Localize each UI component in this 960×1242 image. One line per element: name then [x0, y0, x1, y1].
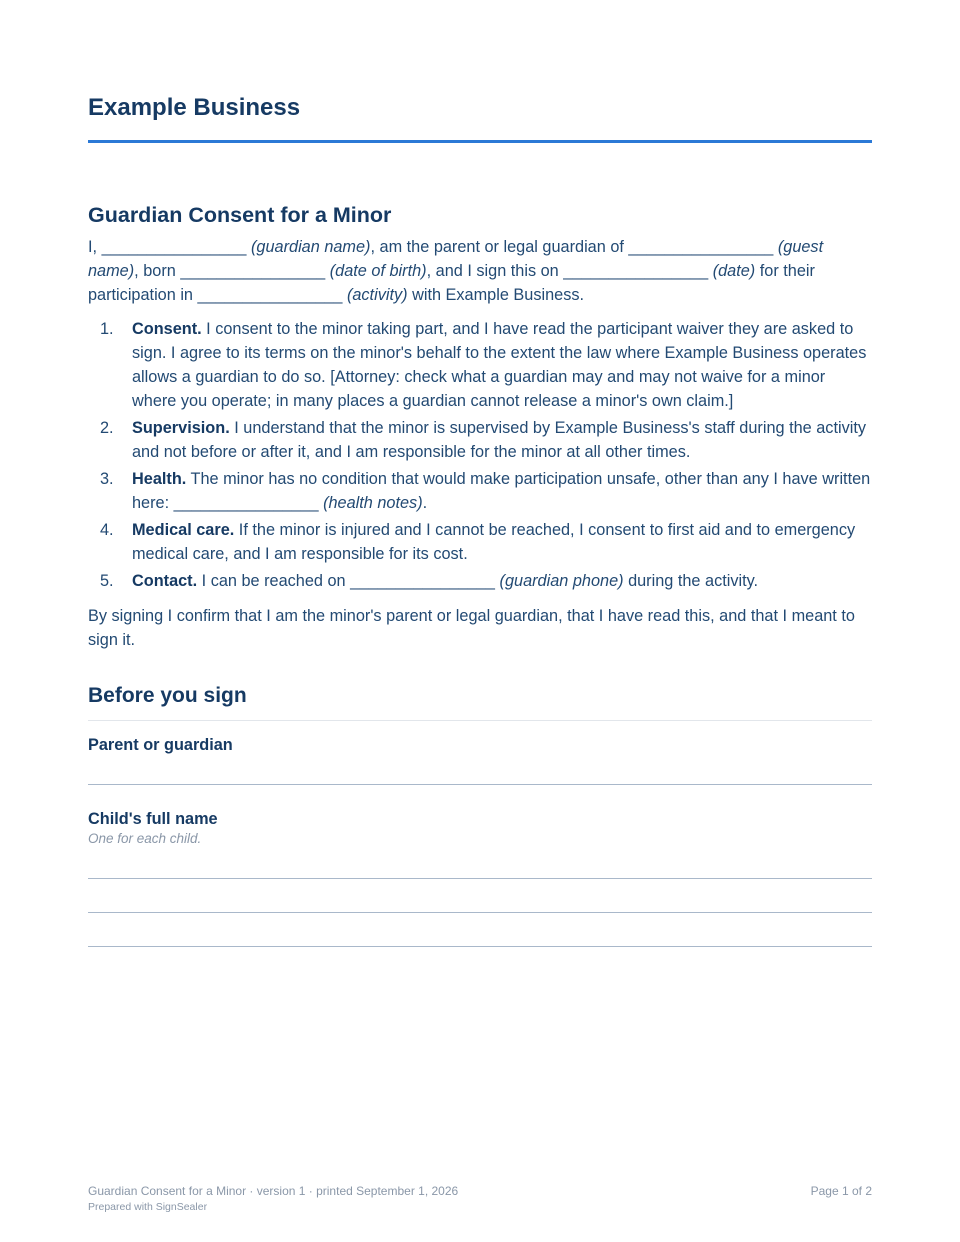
intro-text: for their participation in [88, 262, 815, 304]
term-item [88, 317, 872, 413]
guest-name-placeholder: (guest name) [88, 238, 824, 280]
child-name-hint: One for each child. [88, 831, 202, 846]
term-text: I understand that the minor is supervised by Example Business's staff during the activity and not before or after it, and I am responsible for the minor at all other times. [132, 419, 867, 461]
date-of-birth-placeholder: (date of birth) [329, 262, 427, 280]
date-placeholder: (date) [712, 262, 756, 280]
guardian-signature-label: Parent or guardian [88, 736, 233, 754]
term-item [88, 467, 872, 515]
guardian-phone-placeholder: (guardian phone) [499, 572, 624, 590]
term-number: 2. [100, 419, 114, 437]
activity-placeholder: (activity) [346, 286, 408, 304]
term-title: Health. [132, 470, 187, 488]
closing-statement: By signing I confirm that I am the minor's parent or legal guardian, that I have read this, and that I meant to sign it. [88, 607, 855, 649]
term-title: Contact. [132, 572, 198, 590]
term-text: The minor has no condition that would make participation unsafe, other than any I have written here: [132, 470, 871, 512]
business-name: Example Business [88, 94, 301, 121]
footer-prepared-with: Prepared with SignSealer [88, 1201, 208, 1213]
health-notes-blank: ________________ [173, 494, 319, 512]
date-blank: ________________ [563, 262, 709, 280]
sign-section-heading: Before you sign [88, 684, 247, 707]
footer-document-info: Guardian Consent for a Minor · version 1 · printed September 1, 2026 [88, 1184, 459, 1198]
health-notes-placeholder: (health notes) [323, 494, 423, 512]
term-number: 5. [100, 572, 114, 590]
guardian-phone-blank: ________________ [350, 572, 495, 590]
intro-text: I, [88, 238, 102, 256]
intro-text: with Example Business. [407, 286, 585, 304]
intro-paragraph [88, 235, 872, 307]
guardian-signature-line[interactable] [88, 784, 872, 785]
child-name-line[interactable] [88, 878, 872, 879]
term-title: Supervision. [132, 419, 230, 437]
term-text: . [422, 494, 428, 512]
term-number: 4. [100, 521, 114, 539]
child-name-line[interactable] [88, 946, 872, 947]
sign-section-divider [88, 720, 872, 721]
term-title: Medical care. [132, 521, 235, 539]
term-item [88, 569, 872, 593]
date-of-birth-blank: ________________ [180, 262, 326, 280]
term-text: If the minor is injured and I cannot be reached, I consent to first aid and to emergency medical care, and I am responsible for its cost. [132, 521, 856, 563]
intro-text: , and I sign this on [426, 262, 564, 280]
child-name-label: Child's full name [88, 810, 218, 828]
guardian-name-placeholder: (guardian name) [251, 238, 371, 256]
intro-text: , born [134, 262, 181, 280]
terms-list [88, 317, 872, 596]
header-divider [88, 140, 872, 143]
term-item [88, 518, 872, 566]
term-text: I can be reached on [197, 572, 351, 590]
term-number: 1. [100, 320, 114, 338]
guest-name-blank: ________________ [628, 238, 774, 256]
document-title: Guardian Consent for a Minor [88, 203, 392, 227]
activity-blank: ________________ [197, 286, 343, 304]
term-text: during the activity. [623, 572, 759, 590]
intro-text: , am the parent or legal guardian of [370, 238, 629, 256]
guardian-name-blank: ________________ [101, 238, 247, 256]
term-number: 3. [100, 470, 114, 488]
term-item [88, 416, 872, 464]
child-name-line[interactable] [88, 912, 872, 913]
term-text: I consent to the minor taking part, and I have read the participant waiver they are asked to sign. I agree to its terms on the minor's behalf to the extent the law where Example Business operates allows a guardian to do so. [Attorney: check what a guardian may and may not waive for a minor where you operate; in many places a guardian cannot release a minor's own claim.] [132, 320, 867, 410]
footer-page-number: Page 1 of 2 [810, 1184, 872, 1198]
term-title: Consent. [132, 320, 202, 338]
